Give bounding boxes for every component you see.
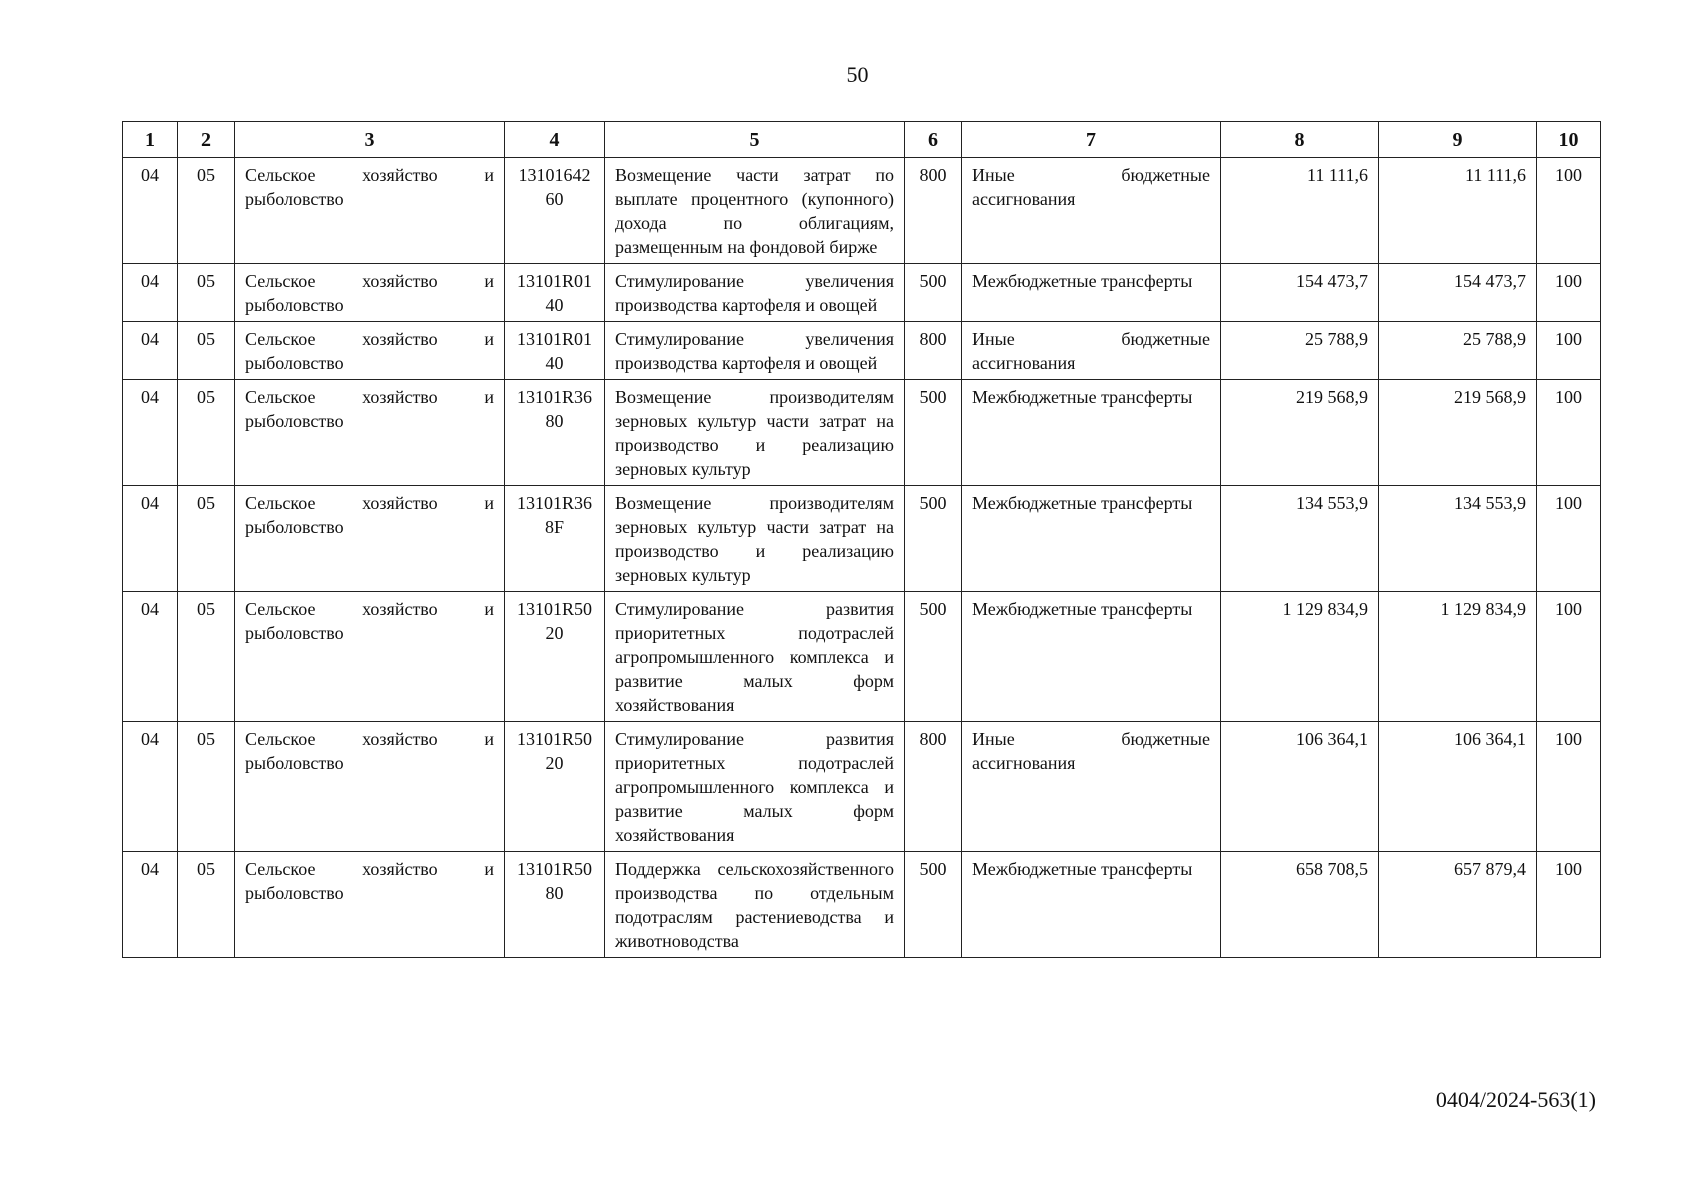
section-name-cell: Сельское хозяйство и рыболовство [235, 380, 505, 486]
subsection-cell: 05 [178, 380, 235, 486]
expense-type-name-cell: Межбюджетные трансферты [962, 852, 1221, 958]
target-article-cell: 13101R0140 [505, 322, 605, 380]
planned-amount-cell: 106 364,1 [1221, 722, 1379, 852]
description-cell: Стимулирование развития приоритетных подотраслей агропромышленного комплекса и развитие малых форм хозяйствования [605, 592, 905, 722]
subsection-cell: 05 [178, 486, 235, 592]
section-cell: 04 [123, 322, 178, 380]
expense-type-name-cell: Межбюджетные трансферты [962, 592, 1221, 722]
execution-percent-cell: 100 [1537, 322, 1601, 380]
expense-type-cell: 500 [905, 380, 962, 486]
planned-amount-cell: 219 568,9 [1221, 380, 1379, 486]
subsection-cell: 05 [178, 722, 235, 852]
table-row [123, 722, 1601, 852]
description-cell: Поддержка сельскохозяйственного производства по отдельным подотраслям растениеводства и животноводства [605, 852, 905, 958]
table-row [123, 380, 1601, 486]
section-cell: 04 [123, 722, 178, 852]
table-row [123, 592, 1601, 722]
expense-type-cell: 500 [905, 264, 962, 322]
column-header-4: 4 [505, 122, 605, 158]
planned-amount-cell: 25 788,9 [1221, 322, 1379, 380]
expense-type-cell: 500 [905, 852, 962, 958]
subsection-cell: 05 [178, 158, 235, 264]
subsection-cell: 05 [178, 592, 235, 722]
expense-type-cell: 500 [905, 592, 962, 722]
executed-amount-cell: 106 364,1 [1379, 722, 1537, 852]
table-row [123, 322, 1601, 380]
section-cell: 04 [123, 264, 178, 322]
target-article-cell: 13101R5080 [505, 852, 605, 958]
column-header-1: 1 [123, 122, 178, 158]
planned-amount-cell: 658 708,5 [1221, 852, 1379, 958]
table-row [123, 486, 1601, 592]
target-article-cell: 1310164260 [505, 158, 605, 264]
target-article-cell: 13101R3680 [505, 380, 605, 486]
description-cell: Стимулирование увеличения производства картофеля и овощей [605, 322, 905, 380]
section-name-cell: Сельское хозяйство и рыболовство [235, 486, 505, 592]
section-name-cell: Сельское хозяйство и рыболовство [235, 264, 505, 322]
planned-amount-cell: 154 473,7 [1221, 264, 1379, 322]
table-row [123, 852, 1601, 958]
expense-type-cell: 800 [905, 158, 962, 264]
execution-percent-cell: 100 [1537, 722, 1601, 852]
table-row [123, 264, 1601, 322]
target-article-cell: 13101R5020 [505, 592, 605, 722]
expense-type-cell: 500 [905, 486, 962, 592]
section-name-cell: Сельское хозяйство и рыболовство [235, 322, 505, 380]
table-header [123, 122, 1601, 158]
table-row [123, 158, 1601, 264]
section-name-cell: Сельское хозяйство и рыболовство [235, 852, 505, 958]
executed-amount-cell: 11 111,6 [1379, 158, 1537, 264]
execution-percent-cell: 100 [1537, 158, 1601, 264]
expense-type-name-cell: Иные бюджетные ассигнования [962, 322, 1221, 380]
executed-amount-cell: 657 879,4 [1379, 852, 1537, 958]
expense-type-name-cell: Межбюджетные трансферты [962, 380, 1221, 486]
column-header-2: 2 [178, 122, 235, 158]
description-cell: Возмещение производителям зерновых культур части затрат на производство и реализацию зерновых культур [605, 486, 905, 592]
subsection-cell: 05 [178, 852, 235, 958]
column-header-8: 8 [1221, 122, 1379, 158]
expense-type-name-cell: Межбюджетные трансферты [962, 486, 1221, 592]
expense-type-cell: 800 [905, 722, 962, 852]
executed-amount-cell: 1 129 834,9 [1379, 592, 1537, 722]
executed-amount-cell: 154 473,7 [1379, 264, 1537, 322]
section-name-cell: Сельское хозяйство и рыболовство [235, 722, 505, 852]
target-article-cell: 13101R368F [505, 486, 605, 592]
executed-amount-cell: 25 788,9 [1379, 322, 1537, 380]
column-header-9: 9 [1379, 122, 1537, 158]
execution-percent-cell: 100 [1537, 264, 1601, 322]
column-header-7: 7 [962, 122, 1221, 158]
document-code: 0404/2024-563(1) [1435, 1087, 1596, 1112]
description-cell: Возмещение производителям зерновых культур части затрат на производство и реализацию зерновых культур [605, 380, 905, 486]
budget-table [122, 121, 1601, 958]
description-cell: Стимулирование увеличения производства картофеля и овощей [605, 264, 905, 322]
section-cell: 04 [123, 486, 178, 592]
execution-percent-cell: 100 [1537, 852, 1601, 958]
execution-percent-cell: 100 [1537, 380, 1601, 486]
section-name-cell: Сельское хозяйство и рыболовство [235, 158, 505, 264]
subsection-cell: 05 [178, 264, 235, 322]
section-name-cell: Сельское хозяйство и рыболовство [235, 592, 505, 722]
column-header-10: 10 [1537, 122, 1601, 158]
executed-amount-cell: 134 553,9 [1379, 486, 1537, 592]
column-header-5: 5 [605, 122, 905, 158]
header-row [123, 122, 1601, 158]
target-article-cell: 13101R5020 [505, 722, 605, 852]
section-cell: 04 [123, 592, 178, 722]
expense-type-name-cell: Иные бюджетные ассигнования [962, 158, 1221, 264]
description-cell: Стимулирование развития приоритетных подотраслей агропромышленного комплекса и развитие малых форм хозяйствования [605, 722, 905, 852]
section-cell: 04 [123, 852, 178, 958]
expense-type-name-cell: Межбюджетные трансферты [962, 264, 1221, 322]
expense-type-name-cell: Иные бюджетные ассигнования [962, 722, 1221, 852]
planned-amount-cell: 11 111,6 [1221, 158, 1379, 264]
subsection-cell: 05 [178, 322, 235, 380]
page-number: 50 [846, 62, 869, 87]
section-cell: 04 [123, 158, 178, 264]
executed-amount-cell: 219 568,9 [1379, 380, 1537, 486]
column-header-6: 6 [905, 122, 962, 158]
expense-type-cell: 800 [905, 322, 962, 380]
planned-amount-cell: 1 129 834,9 [1221, 592, 1379, 722]
section-cell: 04 [123, 380, 178, 486]
execution-percent-cell: 100 [1537, 592, 1601, 722]
description-cell: Возмещение части затрат по выплате процентного (купонного) дохода по облигациям, размещенным на фондовой бирже [605, 158, 905, 264]
table-body [123, 158, 1601, 958]
target-article-cell: 13101R0140 [505, 264, 605, 322]
column-header-3: 3 [235, 122, 505, 158]
planned-amount-cell: 134 553,9 [1221, 486, 1379, 592]
execution-percent-cell: 100 [1537, 486, 1601, 592]
